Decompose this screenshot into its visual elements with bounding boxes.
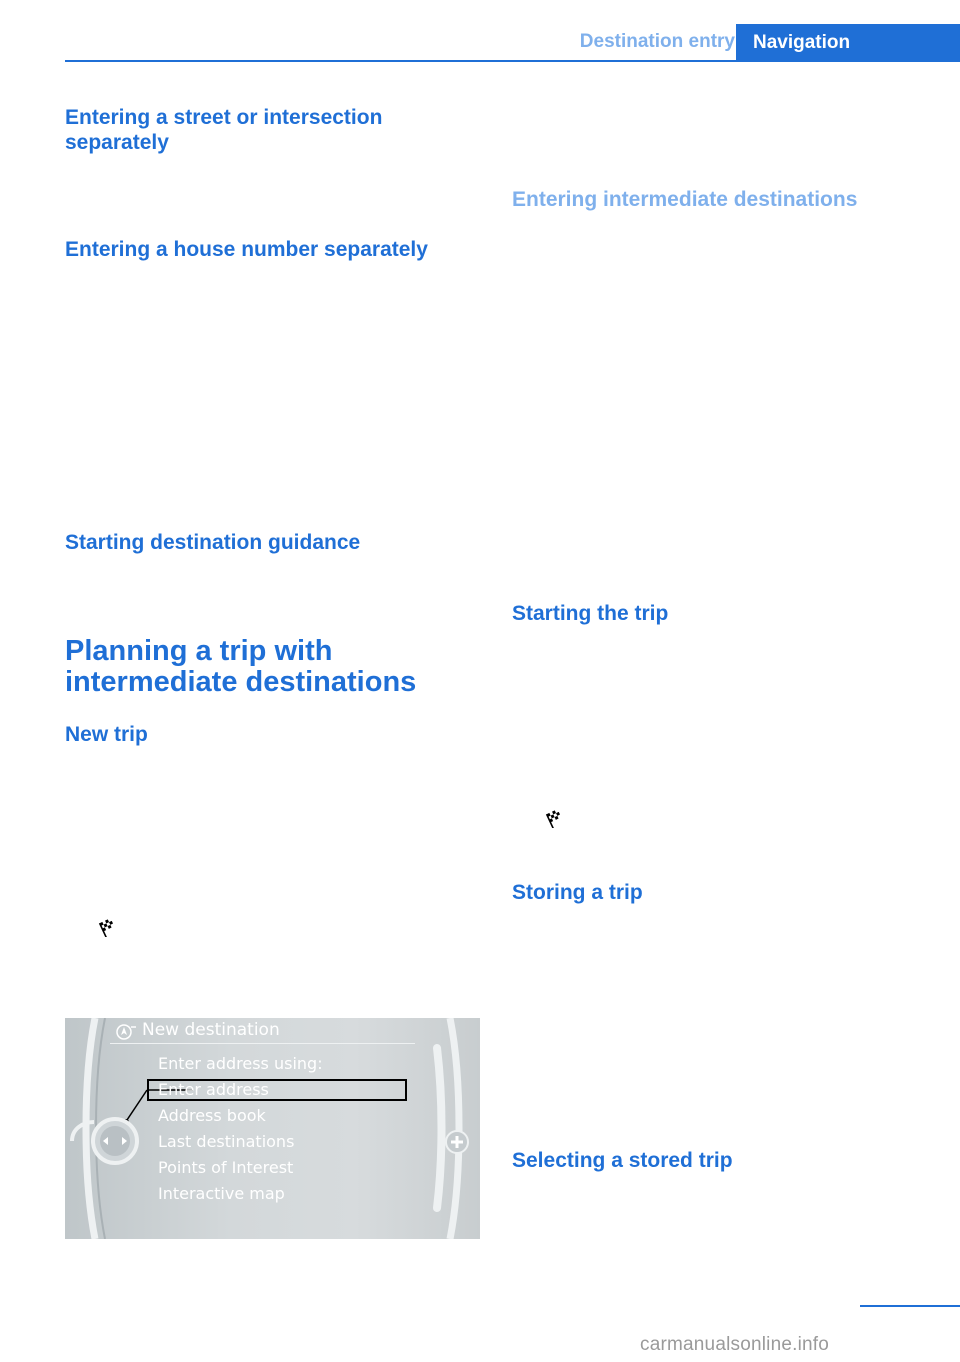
- screen-title-divider: [110, 1043, 415, 1044]
- menu-item-last-destinations[interactable]: Last destinations: [158, 1132, 295, 1151]
- heading-house-number: Entering a house number separately: [65, 238, 428, 261]
- watermark: carmanualsonline.info: [640, 1334, 830, 1355]
- controller-arrows-icon: [70, 1116, 140, 1166]
- heading-storing-trip: Storing a trip: [512, 881, 643, 904]
- checkered-flag-icon: [545, 808, 565, 828]
- idrive-screen: [65, 1018, 480, 1239]
- heading-planning-trip: Planning a trip with intermediate destinations: [65, 635, 417, 698]
- heading-selecting-stored-trip: Selecting a stored trip: [512, 1149, 733, 1172]
- heading-new-trip: New trip: [65, 723, 148, 746]
- navigation-icon: [115, 1023, 137, 1041]
- menu-item-enter-address[interactable]: Enter address: [158, 1080, 269, 1099]
- heading-intermediate-destinations: Entering intermediate destinations: [512, 188, 858, 211]
- screen-title: New destination: [142, 1020, 280, 1040]
- header-section-label: Destination entry: [579, 31, 735, 52]
- checkered-flag-icon: [98, 917, 118, 937]
- footer-rule: [860, 1305, 960, 1307]
- heading-street-intersection: Entering a street or intersection separately: [65, 106, 383, 154]
- header-chapter-tab: Navigation: [736, 24, 960, 62]
- heading-starting-trip: Starting the trip: [512, 602, 669, 625]
- header-rule: [65, 60, 960, 62]
- screen-subtitle: Enter address using:: [158, 1054, 323, 1073]
- menu-item-points-of-interest[interactable]: Points of Interest: [158, 1158, 294, 1177]
- heading-start-guidance: Starting destination guidance: [65, 531, 361, 554]
- plus-icon: [443, 1128, 473, 1158]
- menu-item-address-book[interactable]: Address book: [158, 1106, 266, 1125]
- menu-item-interactive-map[interactable]: Interactive map: [158, 1184, 285, 1203]
